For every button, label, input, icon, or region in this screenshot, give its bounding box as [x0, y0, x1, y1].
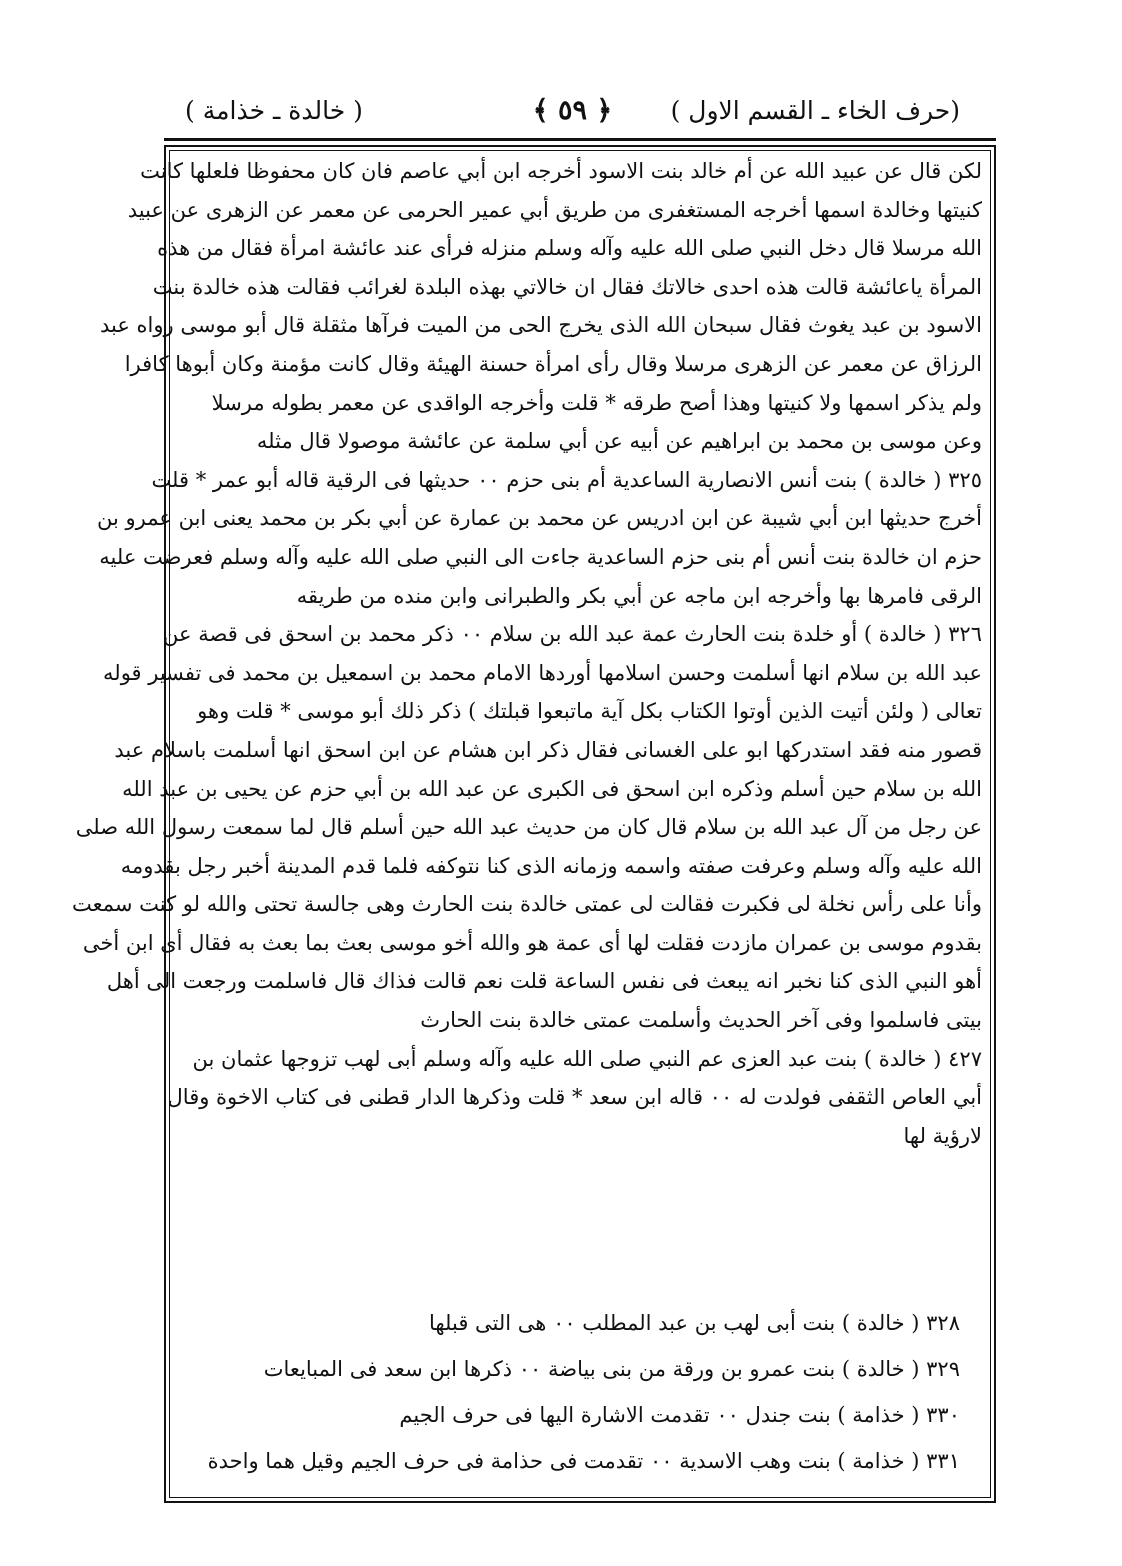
text-line: وعن موسى بن محمد بن ابراهيم عن أبيه عن أبي سلمة عن عائشة موصولا قال مثله [256, 429, 982, 454]
text-line: الله بن سلام حين أسلم وذكره ابن اسحق فى الكبرى عن عبد الله بن أبي حزم عن يحيى بن عبد الله [122, 776, 982, 801]
text-line: قصور منه فقد استدركها ابو على الغسانى فقال ذكر ابن هشام عن ابن اسحق انها أسلمت باسلام عبد [114, 737, 982, 762]
text-line: ٤٢٧ ( خالدة ) بنت عبد العزى عم النبي صلى الله عليه وآله وسلم أبى لهب تزوجها عثمان بن [192, 1046, 982, 1071]
header-section-title: (حرف الخاء ـ القسم الاول ) [670, 96, 960, 125]
body-lines [71, 152, 982, 1155]
text-line: كنيتها وخالدة اسمها أخرجه المستغفرى من طريق أبي عمير الحرمى عن معمر عن الزهرى عن عبيد [127, 197, 982, 222]
text-line: حزم ان خالدة بنت أنس أم بنى حزم الساعدية جاءت الى النبي صلى الله عليه وآله وسلم فعرضت عليه [99, 544, 982, 569]
text-line: ٣٢٥ ( خالدة ) بنت أنس الانصارية الساعدية أم بنى حزم ٠٠ حديثها فى الرقية قاله أبو عمر * قلت [151, 467, 982, 492]
entry-line: ٣٢٨ ( خالدة ) بنت أبى لهب بن عبد المطلب ٠٠ هى التى قبلها [428, 1311, 960, 1335]
text-line: عن رجل من آل عبد الله بن سلام قال كان من حديث عبد الله حين أسلم قال لما سمعت رسول الله صلى [75, 815, 982, 840]
text-line: أبي العاص الثقفى فولدت له ٠٠ قاله ابن سعد * قلت وذكرها الدار قطنى فى كتاب الاخوة وقال [167, 1085, 982, 1110]
header-divider [164, 138, 996, 141]
text-line: لكن قال عن عبيد الله عن أم خالد بنت الاسود أخرجه ابن أبي عاصم فان كان محفوظا فلعلها كانت [140, 159, 982, 183]
text-line: عبد الله بن سلام انها أسلمت وحسن اسلامها أوردها الامام محمد بن اسمعيل بن محمد فى تفسير قوله [103, 660, 982, 685]
text-line: الله عليه وآله وسلم وعرفت صفته واسمه وزمانه الذى كنا نتوكفه فلما قدم المدينة أخبر رجل بقدومه [120, 853, 982, 878]
text-line: لارؤية لها [903, 1123, 982, 1148]
text-line: تعالى ( ولئن أتيت الذين أوتوا الكتاب بكل آية ماتبعوا قبلتك ) ذكر ذلك أبو موسى * قلت وهو [197, 699, 982, 724]
text-line: بيتى فاسلموا وفى آخر الحديث وأسلمت عمتى خالدة بنت الحارث [420, 1008, 982, 1033]
text-line: بقدوم موسى بن عمران مازدت فقلت لها أى عمة هو والله أخو موسى بعث بما بعث به فقال أى ابن أخى [82, 930, 982, 955]
text-line: وأنا على رأس نخلة لى فكبرت فقالت لى عمتى خالدة بنت الحارث وهى جالسة تحتى والله لو كنت سمعت [71, 892, 982, 917]
short-entries [182, 1300, 982, 1484]
text-line: الله مرسلا قال دخل النبي صلى الله عليه وآله وسلم منزله فرأى عند عائشة امرأة فقال من هذه [157, 236, 982, 261]
text-line: الرزاق عن معمر عن الزهرى مرسلا وقال رأى امرأة حسنة الهيئة وقال كانت مؤمنة وكان أبوها كافرا [124, 351, 982, 376]
entry-line: ٣٣١ ( خذامة ) بنت وهب الاسدية ٠٠ تقدمت فى حذامة فى حرف الجيم وقيل هما واحدة [207, 1449, 960, 1473]
text-line: أخرج حديثها ابن أبي شيبة عن ابن ادريس عن محمد بن عمارة عن أبي بكر بن محمد يعنى ابن عمرو بن [97, 506, 982, 531]
page-number: ﴿ ٥٩ ﴾ [532, 95, 613, 126]
entry-line: ٣٣٠ ( خذامة ) بنت جندل ٠٠ تقدمت الاشارة اليها فى حرف الجيم [399, 1403, 960, 1427]
header-entry-range: ( خالدة ـ خذامة ) [185, 96, 363, 125]
text-line: المرأة ياعائشة قالت هذه احدى خالاتك فقال ان خالاتي بهذه البلدة لغرائب فقالت هذه خالدة بنت [152, 274, 982, 299]
text-line: الرقى فامرها بها وأخرجه ابن ماجه عن أبي بكر والطبرانى وابن منده من طريقه [296, 583, 982, 608]
text-line: ولم يذكر اسمها ولا كنيتها وهذا أصح طرقه * قلت وأخرجه الواقدى عن معمر بطوله مرسلا [211, 390, 982, 415]
body-text [71, 152, 982, 1155]
entry-line: ٣٢٩ ( خالدة ) بنت عمرو بن ورقة من بنى بياضة ٠٠ ذكرها ابن سعد فى المبايعات [263, 1357, 960, 1381]
page-header [185, 90, 960, 132]
text-line: أهو النبي الذى كنا نخبر انه يبعث فى نفس الساعة قلت نعم قالت فذاك قال فاسلمت ورجعت الى أهل [106, 969, 982, 994]
text-line: ٣٢٦ ( خالدة ) أو خلدة بنت الحارث عمة عبد الله بن سلام ٠٠ ذكر محمد بن اسحق فى قصة عن [163, 622, 982, 647]
text-line: الاسود بن عبد يغوث فقال سبحان الله الذى يخرج الحى من الميت فرآها مثقلة قال أبو موسى رواه عبد [99, 313, 982, 338]
